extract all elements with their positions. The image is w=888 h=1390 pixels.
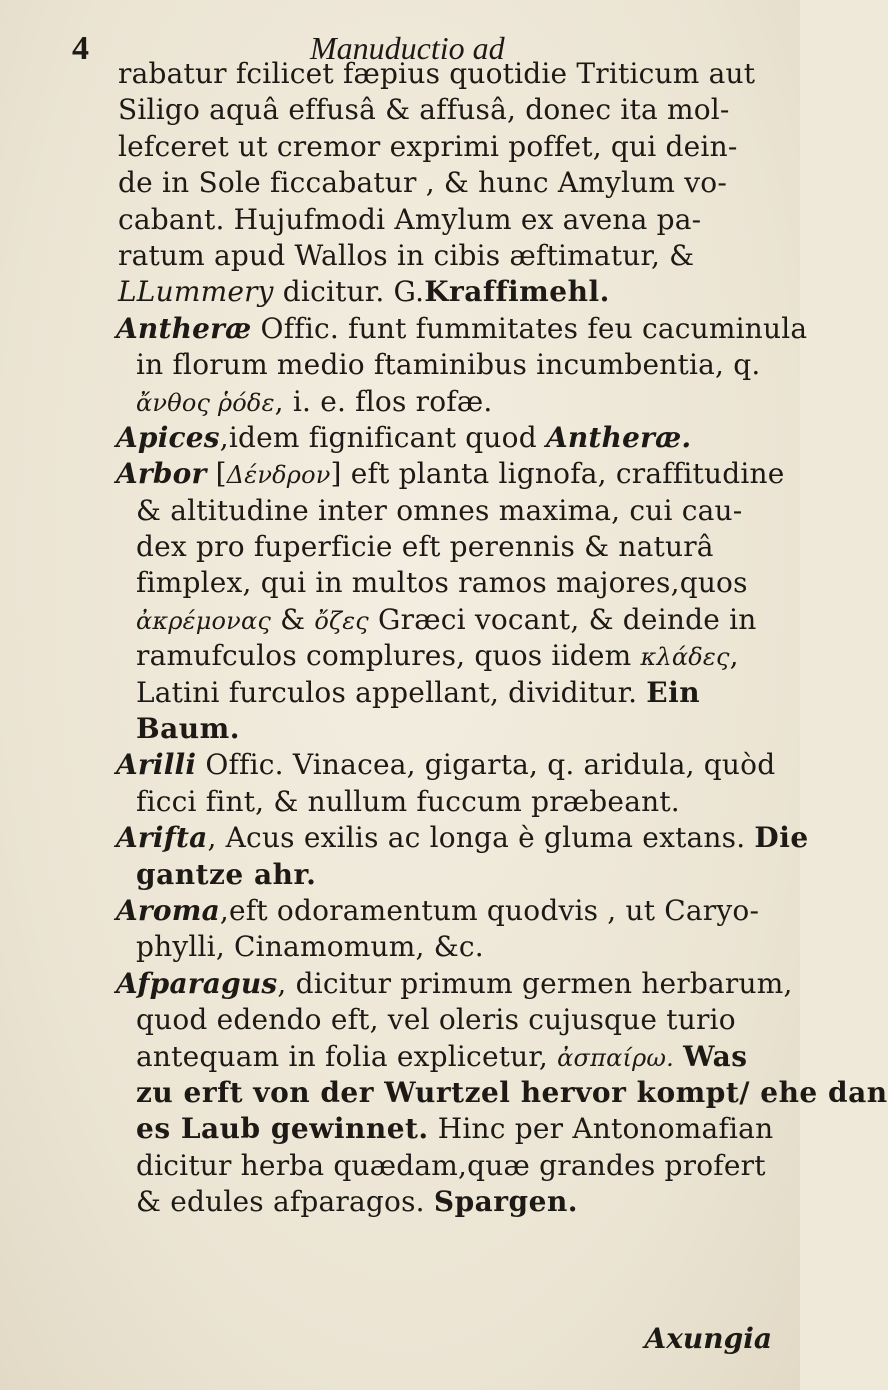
text-span: cabant. Hujufmodi Amylum ex avena pa- (118, 202, 702, 236)
text-span: ratum apud Wallos in cibis æftimatur, & (118, 238, 695, 272)
text-span: dicitur herba quædam,quæ grandes profert (136, 1148, 766, 1182)
german-gloss: zu erft von der Wurtzel hervor kompt/ ehe dan (136, 1075, 888, 1109)
text-span: ficci fint, & nullum fuccum præbeant. (136, 784, 680, 818)
text-span: , Acus exilis ac longa è gluma extans. (207, 821, 755, 855)
text-line (118, 711, 790, 747)
text-line (118, 638, 790, 674)
page-number: 4 (72, 30, 89, 67)
text-line (118, 384, 790, 420)
glossary-entry-line (116, 893, 790, 929)
lemma: Arifta (116, 821, 208, 855)
text-span: lefceret ut cremor exprimi poffet, qui dein- (118, 129, 738, 163)
text-span: antequam in folia explicetur, (136, 1039, 558, 1073)
catchword: Axungia (644, 1322, 772, 1355)
text-span: de in Sole ficcabatur , & hunc Amylum vo- (118, 166, 727, 200)
greek-word: Δένδρον (226, 461, 331, 490)
text-line (118, 1184, 790, 1220)
german-gloss: Kraffimehl. (424, 275, 610, 309)
text-span: ,eft odoramentum quodvis , ut Caryo- (219, 893, 760, 927)
text-span: quod edendo eft, vel oleris cujusque turio (136, 1003, 736, 1037)
text-line (118, 1075, 888, 1111)
text-span: Offic. Vinacea, gigarta, q. aridula, quòd (196, 748, 776, 782)
text-line (118, 675, 790, 711)
text-span: [ (206, 457, 227, 491)
lemma: Aroma (116, 893, 220, 927)
german-gloss: Was (683, 1039, 748, 1073)
german-gloss: gantze ahr. (136, 857, 317, 891)
text-span: & edules afparagos. (136, 1185, 434, 1219)
text-line (118, 165, 790, 201)
german-gloss: es Laub gewinnet. (136, 1112, 429, 1146)
greek-word: ὄζες (314, 606, 369, 635)
text-line (118, 1039, 790, 1075)
text-span (674, 1040, 683, 1073)
german-gloss: Spargen. (433, 1185, 579, 1219)
glossary-entry-line (116, 420, 790, 456)
text-line (118, 202, 790, 238)
text-span: Latini furculos appellant, dividitur. (136, 675, 647, 709)
text-span: dicitur. G. (273, 275, 425, 309)
text-line (118, 56, 790, 92)
text-span: & (271, 602, 315, 636)
lemma: Antheræ. (545, 420, 692, 454)
lemma: Apices (116, 420, 220, 454)
text-span: in florum medio ftaminibus incumbentia, q. (136, 348, 761, 382)
lemma: Afparagus (116, 966, 278, 1000)
text-line (118, 857, 790, 893)
body-text (116, 56, 888, 1221)
text-line (118, 1002, 790, 1038)
lemma: Arbor (116, 457, 207, 491)
text-line (118, 1148, 790, 1184)
text-span: & altitudine inter omnes maxima, cui cau- (136, 493, 743, 527)
text-span: ramufculos complures, quos iidem (136, 639, 641, 673)
text-span: fimplex, qui in multos ramos majores,quos (136, 566, 748, 600)
text-span: Offic. funt fummitates feu cacuminula (251, 311, 808, 345)
greek-word: ἄνθος ῥόδε (136, 388, 275, 417)
glossary-entry-line (116, 966, 793, 1002)
glossary-entry-line (116, 820, 809, 856)
running-head: Manuductio ad (310, 30, 505, 66)
text-line (118, 92, 790, 128)
page-header (0, 12, 800, 67)
lemma: Arilli (116, 748, 197, 782)
text-span: Græci vocant, & deinde in (368, 602, 757, 636)
text-span: phylli, Cinamomum, &c. (136, 930, 484, 964)
german-gloss: Ein (646, 675, 701, 709)
text-line (118, 129, 790, 165)
text-line (118, 238, 790, 274)
text-span: ,idem fignificant quod (219, 420, 546, 454)
text-span: dex pro fuperficie eft perennis & naturâ (136, 530, 714, 564)
glossary-entry-line (116, 311, 808, 347)
glossary-entry-line (116, 456, 790, 492)
german-gloss: Baum. (136, 712, 241, 746)
text-line (118, 929, 790, 965)
glossary-entry-line (116, 747, 790, 783)
text-span: Hinc per Antonomafian (428, 1112, 774, 1146)
text-span: , (729, 639, 739, 673)
text-span: LLummery (118, 275, 274, 309)
german-gloss: Die (754, 821, 809, 855)
text-span: ] eft planta lignofa, craffitudine (330, 457, 785, 491)
greek-word: ἀκρέμονας (136, 606, 272, 635)
text-span: , dicitur primum germen herbarum, (277, 966, 793, 1000)
text-span: Siligo aquâ effusâ & affusâ, donec ita mol- (118, 93, 730, 127)
text-line (118, 602, 790, 638)
text-line (118, 347, 790, 383)
text-line (118, 1111, 790, 1147)
text-span: , i. e. flos rofæ. (274, 384, 493, 418)
text-line (118, 565, 790, 601)
text-span: rabatur fcilicet fæpius quotidie Triticum aut (118, 57, 756, 90)
text-line (118, 274, 790, 310)
text-line (118, 493, 790, 529)
text-line (118, 784, 790, 820)
lemma: Antheræ (116, 311, 252, 345)
greek-word: ἀσπαίρω. (557, 1043, 674, 1072)
greek-word: κλάδες (640, 643, 730, 672)
text-line (118, 529, 790, 565)
